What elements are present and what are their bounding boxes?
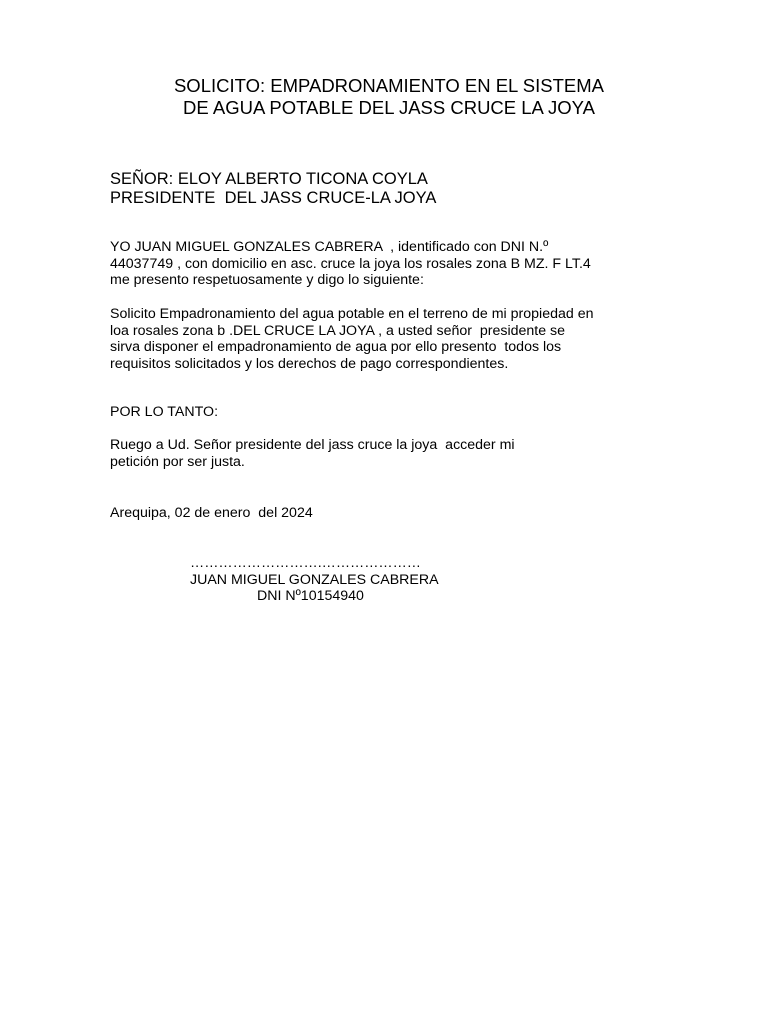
signature-block — [190, 555, 439, 605]
date-text: Arequipa, 02 de enero del 2024 — [110, 505, 313, 521]
signature-line: ……………………….………………… — [190, 555, 421, 571]
request-paragraph — [110, 306, 670, 372]
intro-line-2: 44037749 , con domicilio en asc. cruce la joya los rosales zona B MZ. F LT.4 — [110, 255, 591, 272]
therefore-text: POR LO TANTO: — [110, 404, 219, 420]
plea-line-1: Ruego a Ud. Señor presidente del jass cruce la joya acceder mi — [110, 437, 515, 453]
therefore-heading — [110, 404, 670, 421]
request-line-2: loa rosales zona b .DEL CRUCE LA JOYA , a usted señor presidente se — [110, 322, 566, 339]
plea-paragraph — [110, 437, 670, 470]
request-line-4: requisitos solicitados y los derechos de pago correspondientes. — [110, 355, 509, 372]
intro-line-3: me presento respetuosamente y digo lo siguiente: — [110, 272, 424, 288]
title-line-1: SOLICITO: EMPADRONAMIENTO EN EL SISTEMA — [173, 75, 605, 96]
intro-paragraph — [110, 239, 670, 289]
title-line-2: DE AGUA POTABLE DEL JASS CRUCE LA JOYA — [183, 97, 595, 118]
signer-name: JUAN MIGUEL GONZALES CABRERA — [190, 571, 439, 588]
intro-line-1: YO JUAN MIGUEL GONZALES CABRERA , identificado con DNI N.º — [110, 239, 549, 255]
request-line-3: sirva disponer el empadronamiento de agua por ello presento todos los — [110, 339, 562, 355]
recipient-line-2: PRESIDENTE DEL JASS CRUCE-LA JOYA — [110, 189, 437, 207]
date-line — [110, 505, 670, 522]
plea-line-2: petición por ser justa. — [110, 453, 245, 470]
signer-dni: DNI Nº10154940 — [257, 588, 364, 604]
recipient-line-1: SEÑOR: ELOY ALBERTO TICONA COYLA — [110, 170, 428, 188]
recipient-block — [110, 170, 436, 208]
request-line-1: Solicito Empadronamiento del agua potable en el terreno de mi propiedad en — [110, 306, 594, 322]
document-title — [0, 75, 768, 119]
